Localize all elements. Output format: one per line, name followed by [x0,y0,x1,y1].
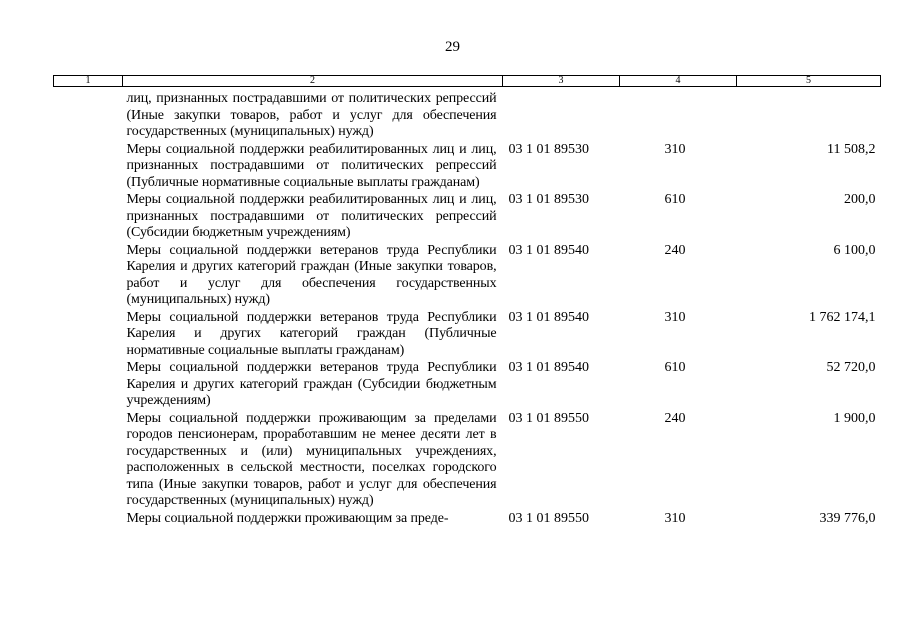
row-col1 [54,243,123,310]
row-expense-type: 610 [664,360,686,375]
table-row [54,243,881,310]
row-amount: 1 762 174,1 [809,309,876,325]
row-col1 [54,192,123,243]
row-amount: 1 900,0 [833,410,876,426]
table-body [54,87,881,529]
row-target-code: 03 1 01 89530 [508,141,589,157]
row-expense-type: 310 [664,309,686,325]
row-col1 [54,142,123,193]
table-header [54,76,881,87]
header-col-1: 1 [54,76,123,87]
row-target-code [503,87,620,142]
header-col-2: 2 [123,76,503,87]
row-col1 [54,511,123,529]
header-col-3: 3 [503,76,620,87]
row-expense-type: 310 [664,141,686,157]
row-target-code: 03 1 01 89540 [508,309,589,325]
header-row [54,76,881,87]
row-name: лиц, признанных пострадавшими от политических репрессий (Иные закупки товаров, работ и услуг для обеспечения государственных (муниципальных) нужд) [126,91,497,139]
row-amount: 339 776,0 [819,510,876,526]
row-amount: 11 508,2 [827,141,876,157]
row-name: Меры социальной поддержки реабилитированных лиц и лиц, признанных пострадавшими от политических репрессий (Субсидии бюджетным учреждениям) [126,192,497,240]
row-expense-type: 240 [664,410,686,426]
row-name: Меры социальной поддержки проживающим за преде- [126,510,449,526]
row-amount: 52 720,0 [826,360,876,375]
table-row [54,87,881,142]
row-target-code: 03 1 01 89550 [508,410,589,426]
row-amount [737,87,881,142]
row-target-code: 03 1 01 89540 [508,242,589,258]
row-name: Меры социальной поддержки ветеранов труда Республики Карелия и других категорий граждан (Иные закупки товаров, работ и услуг для обеспечения государственных (муниципальных) нужд) [126,242,497,307]
row-name: Меры социальной поддержки проживающим за пределами городов пенсионерам, проработавшим не менее десяти лет в государственных и (или) муниципальных учреждениях, расположенных в сельской местности, поселках городского типа (Иные закупки товаров, работ и услуг для обеспечения государственных (муниципальных) нужд) [126,410,497,508]
row-target-code: 03 1 01 89540 [508,360,589,375]
row-expense-type: 310 [664,510,686,526]
header-col-5: 5 [737,76,881,87]
table-row [54,142,881,193]
table-row [54,310,881,361]
row-amount: 200,0 [844,192,876,207]
row-name: Меры социальной поддержки ветеранов труда Республики Карелия и других категорий граждан (Публичные нормативные социальные выплаты гражданам) [126,309,497,358]
row-col1 [54,360,123,411]
row-name: Меры социальной поддержки реабилитированных лиц и лиц, признанных пострадавшими от политических репрессий (Публичные нормативные социальные выплаты гражданам) [126,141,497,190]
table-row [54,411,881,511]
row-expense-type [620,87,737,142]
row-target-code: 03 1 01 89530 [508,192,589,207]
row-col1 [54,411,123,511]
budget-table [53,75,881,528]
row-col1 [54,310,123,361]
row-name: Меры социальной поддержки ветеранов труда Республики Карелия и других категорий граждан (Субсидии бюджетным учреждениям) [126,360,497,408]
row-col1 [54,87,123,142]
table-row [54,360,881,411]
row-expense-type: 240 [664,242,686,258]
row-amount: 6 100,0 [833,242,876,258]
page-number: 29 [445,39,460,55]
row-expense-type: 610 [664,192,686,207]
table-row [54,511,881,529]
table-row [54,192,881,243]
header-col-4: 4 [620,76,737,87]
row-target-code: 03 1 01 89550 [508,510,589,526]
